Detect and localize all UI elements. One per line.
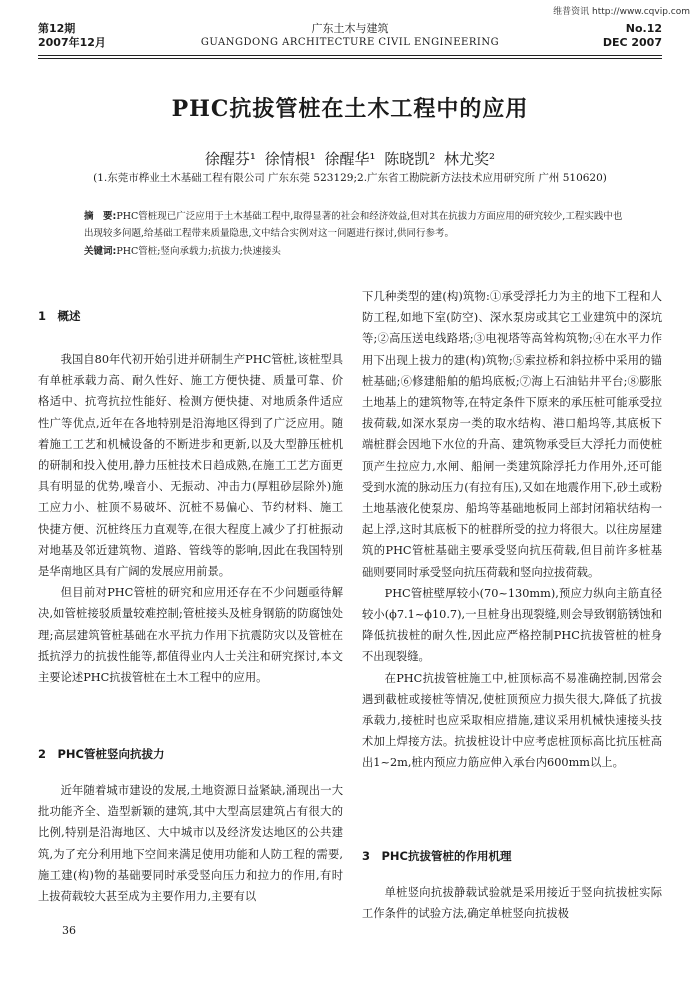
left-column-section2 (38, 744, 343, 765)
header-issue-en (603, 22, 662, 50)
left-column-section2-body (38, 780, 343, 907)
issue-date: 2007年12月 (38, 36, 106, 49)
issue-number: 第12期 (38, 22, 76, 35)
abstract (84, 208, 624, 242)
issue-number-en: No.12 (625, 22, 662, 35)
header-journal (0, 22, 700, 50)
journal-name-en: GUANGDONG ARCHITECTURE CIVIL ENGINEERING (200, 37, 500, 48)
paragraph: 但目前对PHC管桩的研究和应用还存在不少问题亟待解决,如管桩接驳质量较难控制;管桩接头及桩身钢筋的防腐蚀处理;高层建筑管桩基础在水平抗力作用下抗震防灾以及管桩在抵抗浮力的抗拔性能等,都值得业内人士关注和研究探讨,本文主要论述PHC抗拔管桩在土木工程中的应用。 (38, 586, 343, 685)
left-column-body (38, 349, 343, 688)
section-heading-2: 2 PHC管桩竖向抗拔力 (38, 747, 165, 761)
header-rule-thick (38, 55, 662, 56)
keywords (84, 243, 624, 260)
section-heading-1: 1 概述 (38, 309, 81, 323)
left-column (38, 306, 343, 327)
paragraph: 在PHC抗拔管桩施工中,桩顶标高不易准确控制,因常会遇到截桩或接桩等情况,使桩顶预应力损失很大,降低了抗拔承载力,接桩时也应采取相应措施,建议采用机械快速接头技术加上焊接方法。抗拔桩设计中应考虑桩顶标高比抗压桩高出1~2m,桩内预应力筋应伸入承台内600mm以上。 (362, 671, 662, 770)
watermark: 维普资讯 http://www.cqvip.com (553, 7, 690, 17)
keywords-text: PHC管桩;竖向承载力;抗拔力;快速接头 (116, 246, 281, 257)
right-column-section3 (362, 846, 662, 867)
issue-date-en: DEC 2007 (602, 36, 662, 49)
right-column (362, 286, 662, 774)
affiliations: (1.东莞市桦业土木基础工程有限公司 广东东莞 523129;2.广东省工勘院新方法技术应用研究所 广州 510620) (93, 172, 607, 184)
keywords-label: 关键词: (84, 246, 117, 257)
right-column-section3-body (362, 882, 662, 924)
header-rule-thin (38, 58, 662, 59)
section-heading-3: 3 PHC抗拔管桩的作用机理 (362, 849, 512, 863)
paragraph: 单桩竖向抗拔静载试验就是采用接近于竖向抗拔桩实际工作条件的试验方法,确定单桩竖向抗拔极 (362, 886, 662, 921)
paragraph: PHC管桩壁厚较小(70~130mm),预应力纵向主筋直径较小(ϕ7.1~ϕ10.7),一旦桩身出现裂缝,则会导致钢筋锈蚀和降低抗拔桩的耐久性,因此应严格控制PHC抗拔管桩的桩身不出现裂缝。 (362, 586, 662, 664)
abstract-text: PHC管桩现已广泛应用于土木基础工程中,取得显著的社会和经济效益,但对其在抗拔力方面应用的研究较少,工程实践中也出现较多问题,给基础工程带来质量隐患,文中结合实例对这一问题进行探讨,供同行参考。 (84, 211, 623, 239)
abstract-label: 摘 要: (84, 211, 117, 222)
authors: 徐醒芬¹ 徐情根¹ 徐醒华¹ 陈晓凯² 林尤奖² (204, 150, 496, 168)
paragraph: 下几种类型的建(构)筑物:①承受浮托力为主的地下工程和人防工程,如地下室(防空)、深水泵房或其它工业建筑中的深坑等;②高压送电线路塔;③电视塔等高耸构筑物;④在水平力作用下出现上拔力的建(构)筑物;⑤索拉桥和斜拉桥中采用的锚桩基础;⑥修建船舶的船坞底板;⑦海上石油钻井平台;⑧膨胀土地基上的建筑物等,在特定条件下原来的承压桩可能承受拉拔荷载,如深水泵房一类的取水结构、港口船坞等,其底板下端桩群会因地下水位的升高、建筑物承受巨大浮托力而使桩顶产生拉应力,水闸、船闸一类建筑除浮托力作用外,还可能受到水流的脉动压力(有拉有压),又如在地震作用下,砂土或粉土地基液化使泵房、船坞等基础地板同上部封闭箱状结构一起上浮,这时其底板下的桩群所受的拉力将很大。以往房屋建筑的PHC管桩基础主要承受竖向抗压荷载,但目前许多桩基础则要同时承受竖向抗压荷载和竖向拉拔荷载。 (362, 290, 662, 579)
paragraph: 我国自80年代初开始引进并研制生产PHC管桩,该桩型具有单桩承载力高、耐久性好、施工方便快捷、质量可靠、价格适中、抗弯抗拉性能好、检测方便快捷、对地质条件适应性广等优点,近年在各地特别是沿海地区得到了广泛应用。随着施工工艺和机械设备的不断进步和更新,以及大型静压桩机的研制和投入使用,静力压桩技术日趋成熟,在施工工艺方面更具有明显的优势,噪音小、无振动、冲击力(厚粗砂层除外)施工应力小、桩顶不易破坏、沉桩不易偏心、节约材料、施工快捷方便、沉桩终压力直观等,在很大程度上减少了打桩振动对地基及邻近建筑物、道路、管线等的影响,因此在我国特别是华南地区具有广阔的发展应用前景。 (38, 353, 343, 579)
journal-name-cn: 广东土木与建筑 (311, 22, 389, 35)
paragraph: 近年随着城市建设的发展,土地资源日益紧缺,涌现出一大批功能齐全、造型新颖的建筑,其中大型高层建筑占有很大的比例,特别是沿海地区、大中城市以及经济发达地区的公共建筑,为了充分利用地下空间来满足使用功能和人防工程的需要,施工建(构)物的基础要同时承受竖向压力和拉力的作用,有时上拔荷载较大甚至成为主要作用力,主要有以 (38, 784, 343, 904)
page-number: 36 (62, 924, 76, 937)
paper-title: PHC抗拔管桩在土木工程中的应用 (171, 96, 529, 122)
